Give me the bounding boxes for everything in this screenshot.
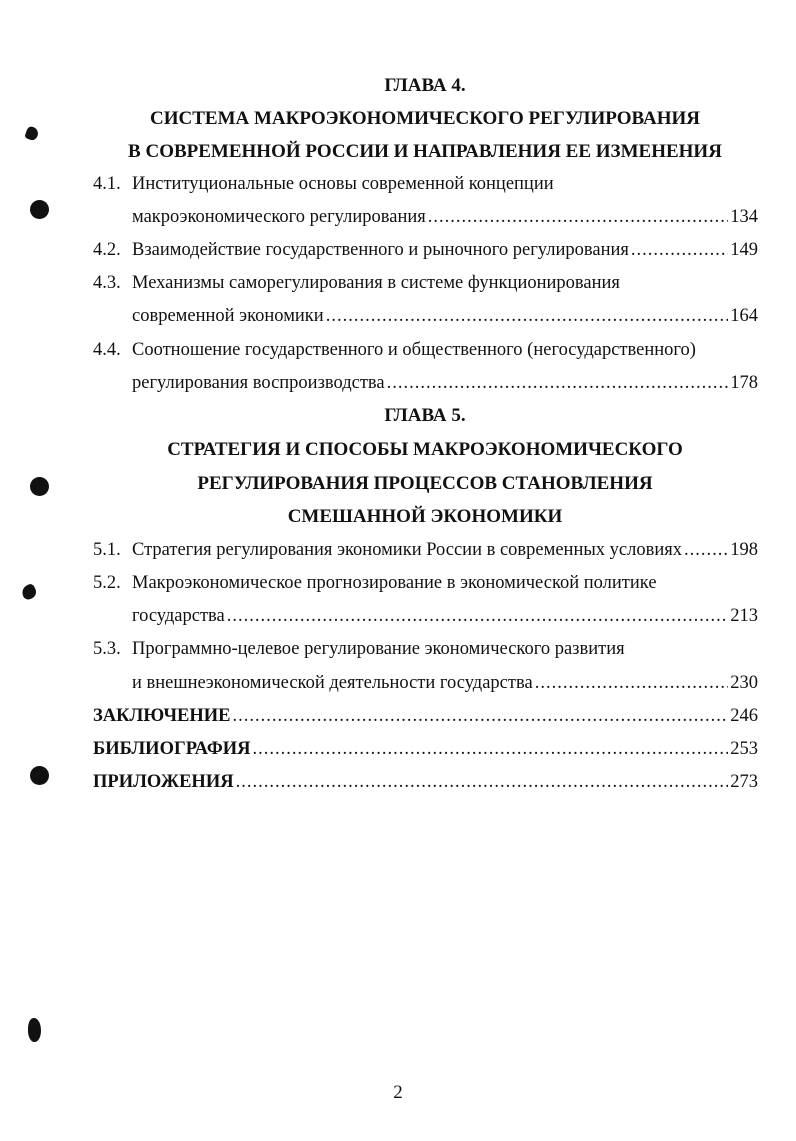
back-matter-title: БИБЛИОГРАФИЯ bbox=[93, 739, 251, 759]
section-title: Соотношение государственного и общественного (негосударственного) bbox=[132, 340, 696, 360]
back-matter-title: ПРИЛОЖЕНИЯ bbox=[93, 772, 234, 792]
dot-leader bbox=[428, 205, 728, 229]
toc-section-4-4-cont[interactable] bbox=[132, 371, 758, 395]
toc-bibliography[interactable] bbox=[93, 737, 758, 761]
chapter4-title-line2: В СОВРЕМЕННОЙ РОССИИ И НАПРАВЛЕНИЯ ЕЕ ИЗМЕНЕНИЯ bbox=[128, 141, 722, 162]
section-title: Взаимодействие государственного и рыночного регулирования bbox=[132, 240, 629, 260]
binding-hole-mark bbox=[30, 766, 49, 785]
page-ref: 178 bbox=[730, 373, 758, 393]
toc-section-4-1-cont[interactable] bbox=[132, 205, 758, 229]
toc-section-4-3[interactable] bbox=[93, 271, 758, 295]
section-title-cont: и внешнеэкономической деятельности государства bbox=[132, 673, 533, 693]
section-title-cont: современной экономики bbox=[132, 306, 324, 326]
page-ref: 230 bbox=[730, 673, 758, 693]
dot-leader bbox=[326, 304, 729, 328]
section-title: Стратегия регулирования экономики России в современных условиях bbox=[132, 540, 682, 560]
chapter5-title-line3: СМЕШАННОЙ ЭКОНОМИКИ bbox=[287, 506, 563, 527]
page-ref: 253 bbox=[730, 739, 758, 759]
toc-section-5-1-num bbox=[93, 538, 121, 562]
dot-leader bbox=[233, 704, 729, 728]
page-ref: 164 bbox=[730, 306, 758, 326]
toc-section-4-2[interactable] bbox=[132, 238, 758, 262]
dot-leader bbox=[227, 604, 728, 628]
dot-leader bbox=[631, 238, 728, 262]
dot-leader bbox=[253, 737, 729, 761]
dot-leader bbox=[236, 770, 729, 794]
page-ref: 246 bbox=[730, 706, 758, 726]
section-number: 4.4. bbox=[93, 340, 121, 360]
dot-leader bbox=[535, 671, 729, 695]
toc-section-4-2-num bbox=[93, 238, 121, 262]
toc-section-5-1[interactable] bbox=[132, 538, 758, 562]
page-ref: 213 bbox=[730, 606, 758, 626]
toc-appendices[interactable] bbox=[93, 770, 758, 794]
back-matter-title: ЗАКЛЮЧЕНИЕ bbox=[93, 706, 231, 726]
page-ref: 198 bbox=[730, 540, 758, 560]
binding-hole-mark bbox=[30, 200, 49, 219]
scan-blot-mark bbox=[20, 583, 39, 602]
section-number: 4.2. bbox=[93, 240, 121, 260]
chapter4-title-line1: СИСТЕМА МАКРОЭКОНОМИЧЕСКОГО РЕГУЛИРОВАНИЯ bbox=[150, 108, 700, 129]
dot-leader bbox=[684, 538, 728, 562]
chapter5-label: ГЛАВА 5. bbox=[384, 405, 466, 426]
page-number: 2 bbox=[393, 1082, 403, 1103]
chapter4-label: ГЛАВА 4. bbox=[384, 75, 466, 96]
chapter5-title-line1: СТРАТЕГИЯ И СПОСОБЫ МАКРОЭКОНОМИЧЕСКОГО bbox=[167, 439, 683, 460]
section-title: Макроэкономическое прогнозирование в экономической политике bbox=[132, 573, 657, 593]
binding-hole-mark bbox=[30, 477, 49, 496]
section-title: Механизмы саморегулирования в системе функционирования bbox=[132, 273, 620, 293]
section-number: 4.1. bbox=[93, 174, 121, 194]
section-number: 4.3. bbox=[93, 273, 121, 293]
page-ref: 149 bbox=[730, 240, 758, 260]
toc-section-5-3-cont[interactable] bbox=[132, 671, 758, 695]
section-title-cont: макроэкономического регулирования bbox=[132, 207, 426, 227]
toc-section-4-1[interactable] bbox=[93, 172, 758, 196]
section-title-cont: государства bbox=[132, 606, 225, 626]
dot-leader bbox=[387, 371, 729, 395]
section-number: 5.1. bbox=[93, 540, 121, 560]
toc-section-5-2[interactable] bbox=[93, 571, 758, 595]
section-title: Институциональные основы современной концепции bbox=[132, 174, 554, 194]
page-ref: 273 bbox=[730, 772, 758, 792]
toc-section-5-3[interactable] bbox=[93, 637, 758, 661]
page-ref: 134 bbox=[730, 207, 758, 227]
chapter5-title-line2: РЕГУЛИРОВАНИЯ ПРОЦЕССОВ СТАНОВЛЕНИЯ bbox=[197, 473, 653, 494]
scan-blot-mark bbox=[24, 125, 40, 141]
section-title: Программно-целевое регулирование экономического развития bbox=[132, 639, 625, 659]
section-title-cont: регулирования воспроизводства bbox=[132, 373, 385, 393]
scan-blot-mark bbox=[28, 1018, 41, 1042]
toc-section-5-2-cont[interactable] bbox=[132, 604, 758, 628]
toc-conclusion[interactable] bbox=[93, 704, 758, 728]
section-number: 5.2. bbox=[93, 573, 121, 593]
section-number: 5.3. bbox=[93, 639, 121, 659]
toc-section-4-3-cont[interactable] bbox=[132, 304, 758, 328]
toc-section-4-4[interactable] bbox=[93, 338, 758, 362]
